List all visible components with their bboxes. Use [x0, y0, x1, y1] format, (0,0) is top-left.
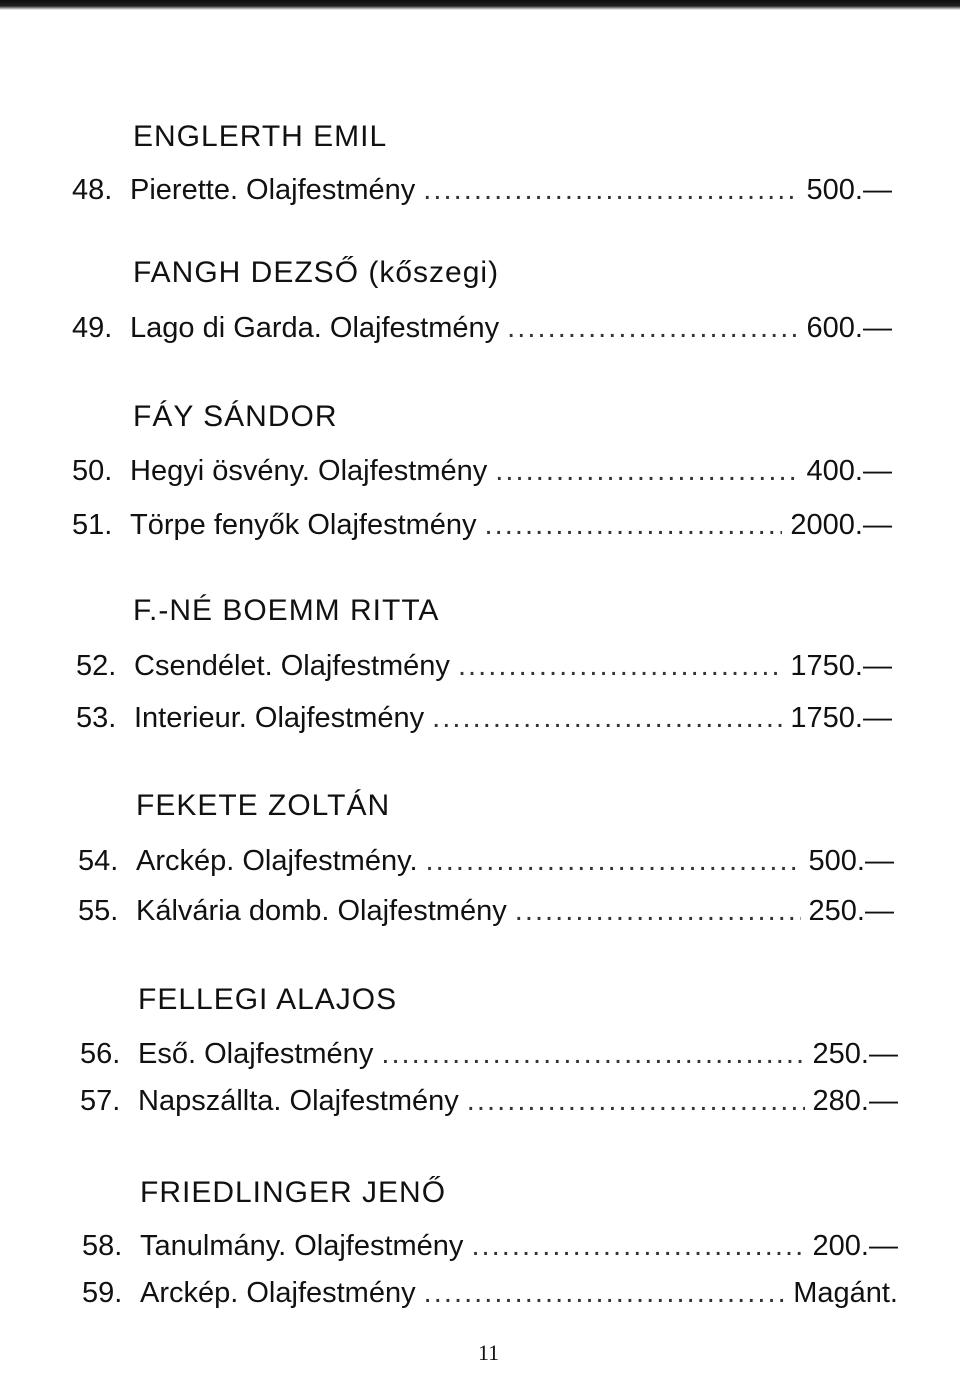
catalog-entry — [78, 845, 894, 885]
entry-title: Csendélet. Olajfestmény — [134, 650, 450, 682]
entry-number: 57. — [80, 1085, 121, 1117]
entry-price: 280.— — [812, 1085, 898, 1117]
catalog-entry — [76, 650, 892, 690]
entry-title: Hegyi ösvény. Olajfestmény — [130, 455, 488, 487]
catalog-entry — [72, 312, 892, 352]
leader-dots — [467, 1085, 805, 1118]
catalog-entry — [80, 1038, 898, 1078]
entry-title: Törpe fenyők Olajfestmény — [130, 509, 477, 541]
artist-heading: F.-NÉ BOEMM RITTA — [133, 594, 440, 627]
catalog-entry — [76, 702, 892, 742]
leader-dots — [381, 1038, 804, 1071]
entry-number: 55. — [78, 895, 119, 927]
entry-price: 250.— — [812, 1038, 898, 1070]
entry-price: 200.— — [812, 1230, 898, 1262]
entry-price: 250.— — [808, 895, 894, 927]
catalog-entry — [80, 1085, 898, 1125]
artist-heading: FRIEDLINGER JENŐ — [140, 1176, 447, 1209]
entry-number: 52. — [76, 650, 117, 682]
artist-heading: ENGLERTH EMIL — [133, 120, 388, 153]
entry-number: 53. — [76, 702, 117, 734]
leader-dots — [424, 1277, 786, 1310]
leader-dots — [471, 1230, 804, 1263]
page-number: 11 — [478, 1340, 500, 1365]
leader-dots — [432, 702, 782, 735]
catalog-entry — [72, 455, 892, 495]
leader-dots — [423, 174, 798, 207]
entry-title: Pierette. Olajfestmény — [130, 174, 416, 206]
catalog-entry — [82, 1277, 898, 1317]
leader-dots — [485, 509, 783, 542]
leader-dots — [426, 845, 801, 878]
leader-dots — [507, 312, 798, 345]
leader-dots — [495, 455, 798, 488]
artist-heading: FANGH DEZSŐ (kőszegi) — [133, 256, 500, 289]
entry-title: Arckép. Olajfestmény — [140, 1277, 416, 1309]
entry-title: Lago di Garda. Olajfestmény — [130, 312, 500, 344]
entry-number: 49. — [72, 312, 113, 344]
entry-price: 2000.— — [790, 509, 892, 541]
entry-price: 400.— — [806, 455, 892, 487]
entry-number: 58. — [82, 1230, 123, 1262]
leader-dots — [515, 895, 801, 928]
entry-price: 600.— — [806, 312, 892, 344]
entry-number: 48. — [72, 174, 113, 206]
entry-price: 500.— — [806, 174, 892, 206]
catalog-entry — [82, 1230, 898, 1270]
artist-heading: FELLEGI ALAJOS — [138, 983, 398, 1016]
entry-title: Interieur. Olajfestmény — [134, 702, 425, 734]
entry-price: 500.— — [808, 845, 894, 877]
entry-title: Arckép. Olajfestmény. — [136, 845, 418, 877]
catalog-entry — [72, 174, 892, 214]
entry-number: 51. — [72, 509, 113, 541]
entry-title: Napszállta. Olajfestmény — [138, 1085, 459, 1117]
leader-dots — [458, 650, 782, 683]
catalog-entry — [72, 509, 892, 549]
entry-title: Kálvária domb. Olajfestmény — [136, 895, 507, 927]
artist-heading: FEKETE ZOLTÁN — [136, 789, 391, 822]
entry-number: 54. — [78, 845, 119, 877]
entry-price: 1750.— — [790, 650, 892, 682]
entry-price: Magánt. — [793, 1277, 898, 1309]
entry-price: 1750.— — [790, 702, 892, 734]
entry-title: Eső. Olajfestmény — [138, 1038, 374, 1070]
entry-number: 59. — [82, 1277, 123, 1309]
entry-number: 56. — [80, 1038, 121, 1070]
catalog-entry — [78, 895, 894, 935]
entry-title: Tanulmány. Olajfestmény — [140, 1230, 464, 1262]
artist-heading: FÁY SÁNDOR — [133, 400, 338, 433]
entry-number: 50. — [72, 455, 113, 487]
